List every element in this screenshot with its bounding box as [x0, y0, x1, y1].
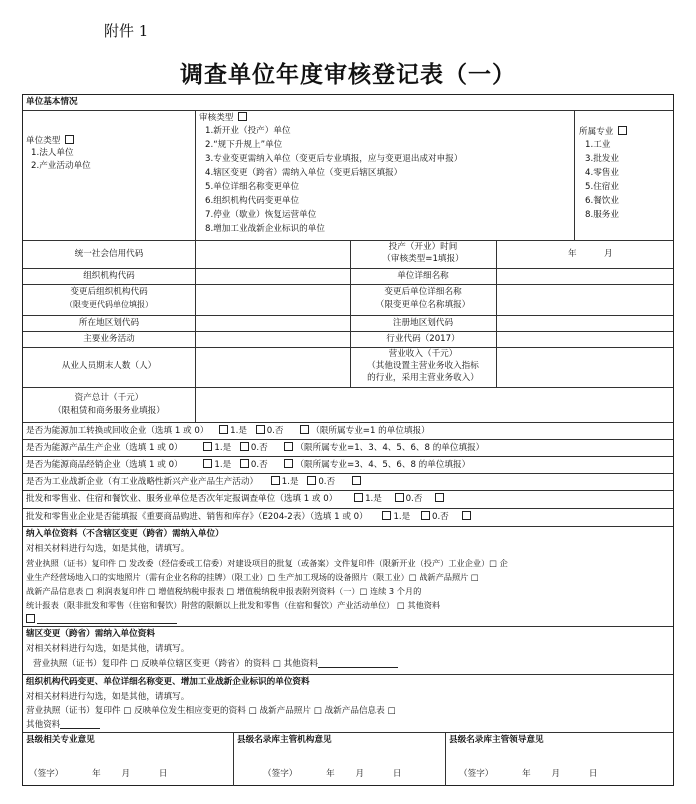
- yes-label: 1.是: [214, 443, 232, 453]
- no-label: 0.否: [431, 512, 449, 522]
- unit-type-label: 单位类型: [26, 136, 61, 146]
- yesno-row: [26, 425, 430, 437]
- specialty-option: 3.批发业: [585, 154, 619, 164]
- yesno-row: [26, 476, 363, 488]
- specialty-label: 所属专业: [579, 127, 614, 137]
- no-checkbox[interactable]: [307, 476, 316, 485]
- credit-code-label: 统一社会信用代码: [74, 249, 144, 259]
- materials-line-text: 营业执照（证书）复印件 □ 反映单位辖区变更（跨省）的资料 □ 其他资料: [33, 659, 318, 669]
- yesno-row: [26, 511, 473, 523]
- yesno-question: 批发和零售业企业是否能填报《重要商品购进、销售和库存》（E204-2表）（选填 1 或 0）: [26, 512, 368, 522]
- open-month-label: 月: [604, 249, 613, 259]
- materials-line[interactable]: 营业执照（证书）复印件 □ 反映单位发生相应变更的资料 □ 战新产品照片 □ 战新产品信息表 □: [26, 706, 396, 716]
- no-label: 0.否: [318, 477, 336, 487]
- changed-org-code-label: 变更后组织机构代码: [70, 287, 148, 297]
- audit-type-option: 3.专业变更需纳入单位（变更后专业填报，应与变更退出成对申报）: [205, 154, 463, 164]
- changed-name-label: 变更后单位详细名称: [384, 287, 462, 297]
- sign-label: （签字）: [29, 769, 64, 779]
- yesno-row: [26, 493, 446, 505]
- blank-checkbox[interactable]: [435, 493, 444, 502]
- unit-type-option: 1.法人单位: [31, 148, 74, 158]
- blank-checkbox[interactable]: [352, 476, 361, 485]
- yesno-question: 是否为能源商品经销企业（选填 1 或 0）: [26, 460, 183, 470]
- unit-type-field: [26, 135, 76, 147]
- industry-code-label: 行业代码（2017）: [386, 334, 460, 344]
- unit-name-label: 单位详细名称: [397, 271, 449, 281]
- audit-type-option: 1.新开业（投产）单位: [205, 126, 291, 136]
- day-label: 日: [588, 769, 598, 779]
- yes-checkbox[interactable]: [382, 511, 391, 520]
- opinion-sign-line: [263, 769, 401, 780]
- yes-checkbox[interactable]: [354, 493, 363, 502]
- sign-label: （签字）: [459, 769, 494, 779]
- open-time-note: （审核类型=1填报）: [382, 254, 464, 264]
- yes-label: 1.是: [365, 494, 382, 504]
- day-label: 日: [392, 769, 402, 779]
- open-year-label: 年: [568, 249, 577, 259]
- blank-checkbox[interactable]: [300, 425, 309, 434]
- unit-type-option: 2.产业活动单位: [31, 161, 91, 171]
- yesno-note: （限所属专业=1 的单位填报）: [311, 426, 430, 436]
- assets-label: 资产总计（千元）: [74, 393, 144, 403]
- org-code-label: 组织机构代码: [83, 271, 135, 281]
- materials-line[interactable]: [33, 658, 398, 670]
- year-label: 年: [92, 769, 101, 779]
- audit-type-option: 7.停业（歇业）恢复运营单位: [205, 210, 317, 220]
- yes-label: 1.是: [230, 426, 247, 436]
- no-label: 0.否: [405, 494, 423, 504]
- day-label: 日: [158, 769, 168, 779]
- revenue-note: 的行业，采用主营业务收入）: [367, 373, 479, 383]
- materials-line[interactable]: 营业执照（证书）复印件 □ 发改委（经信委或工信委）对建设项目的批复（或备案）文件复印件（限新开业（投产）工业企业）□ 企: [26, 558, 508, 568]
- specialty-checkbox[interactable]: [618, 126, 627, 135]
- changed-org-code-note: （限变更代码单位填报）: [65, 300, 153, 309]
- yes-label: 1.是: [214, 460, 232, 470]
- audit-type-field: [199, 112, 249, 124]
- no-label: 0.否: [250, 443, 268, 453]
- revenue-note: （其他设置主营业务收入指标: [367, 361, 479, 371]
- specialty-field: [579, 126, 629, 138]
- materials-heading: 组织机构代码变更、单位详细名称变更、增加工业战新企业标识的单位资料: [26, 677, 310, 687]
- no-label: 0.否: [266, 426, 284, 436]
- no-checkbox[interactable]: [240, 459, 249, 468]
- materials-intro: 对相关材料进行勾选，如是其他，请填写。: [26, 692, 190, 702]
- month-label: 月: [355, 769, 365, 779]
- year-label: 年: [326, 769, 335, 779]
- yesno-row: [26, 459, 470, 471]
- yes-label: 1.是: [281, 477, 299, 487]
- yesno-question: 是否为能源加工转换或回收企业（选填 1 或 0）: [26, 426, 209, 436]
- section-basic-heading: 单位基本情况: [26, 97, 78, 107]
- materials-heading: 纳入单位资料（不含辖区变更（跨省）需纳入单位）: [26, 529, 224, 539]
- specialty-option: 1.工业: [585, 140, 611, 150]
- yesno-question: 是否为能源产品生产企业（选填 1 或 0）: [26, 443, 183, 453]
- other-input[interactable]: [60, 719, 100, 729]
- no-checkbox[interactable]: [395, 493, 404, 502]
- opinion-sign-line: [29, 769, 167, 780]
- materials-other: [26, 614, 177, 626]
- month-label: 月: [121, 769, 131, 779]
- materials-intro: 对相关材料进行勾选，如是其他，请填写。: [26, 644, 190, 654]
- no-checkbox[interactable]: [421, 511, 430, 520]
- materials-line[interactable]: 业生产经营场地入口的实地照片（需有企业名称的挂牌）（限工业）□ 生产加工现场的设备照片（限工业）□ 战新产品照片 □: [26, 572, 479, 582]
- materials-intro: 对相关材料进行勾选，如是其他，请填写。: [26, 544, 190, 554]
- yes-checkbox[interactable]: [271, 476, 280, 485]
- page-title: 调查单位年度审核登记表（一）: [180, 62, 516, 88]
- changed-name-note: （限变更单位名称填报）: [375, 300, 471, 310]
- materials-line[interactable]: 战新产品信息表 □ 利润表复印件 □ 增值税纳税申报表 □ 增值税纳税申报表附列资料（一）□ 连续 3 个月的: [26, 586, 422, 596]
- audit-type-option: 5.单位详细名称变更单位: [205, 182, 300, 192]
- other-input[interactable]: [37, 614, 177, 624]
- audit-type-option: 6.组织机构代码变更单位: [205, 196, 300, 206]
- no-label: 0.否: [250, 460, 268, 470]
- specialty-option: 8.服务业: [585, 210, 619, 220]
- no-checkbox[interactable]: [240, 442, 249, 451]
- specialty-option: 6.餐饮业: [585, 196, 619, 206]
- audit-type-option: 4.辖区变更（跨省）需纳入单位（变更后辖区填报）: [205, 168, 403, 178]
- unit-type-checkbox[interactable]: [65, 135, 74, 144]
- open-time-label: 投产（开业）时间: [388, 242, 458, 252]
- year-label: 年: [522, 769, 531, 779]
- materials-heading: 辖区变更（跨省）需纳入单位资料: [26, 629, 155, 639]
- yes-checkbox[interactable]: [203, 442, 212, 451]
- blank-checkbox[interactable]: [284, 442, 293, 451]
- other-label: 其他资料: [26, 720, 61, 730]
- month-label: 月: [551, 769, 561, 779]
- registration-form: [22, 94, 674, 786]
- yesno-question: 是否为工业战新企业（有工业战略性新兴产业产品生产活动）: [26, 477, 259, 487]
- employees-label: 从业人员期末人数（人）: [61, 361, 157, 371]
- specialty-option: 4.零售业: [585, 168, 619, 178]
- reg-region-code-label: 注册地区划代码: [392, 318, 454, 328]
- assets-note: （限租赁和商务服务业填报）: [53, 406, 165, 416]
- opinion-title: 县级名录库主管机构意见: [237, 735, 332, 745]
- audit-type-option: 8.增加工业战新企业标识的单位: [205, 224, 325, 234]
- blank-checkbox[interactable]: [284, 459, 293, 468]
- attachment-label: 附件 1: [104, 22, 149, 40]
- audit-type-option: 2.“规下升规上”单位: [205, 140, 283, 150]
- main-activity-label: 主要业务活动: [83, 334, 135, 344]
- revenue-label: 营业收入（千元）: [388, 349, 458, 359]
- audit-type-label: 审核类型: [199, 113, 234, 123]
- yesno-question: 批发和零售业、住宿和餐饮业、服务业单位是否次年定报调查单位（选填 1 或 0）: [26, 494, 338, 504]
- yes-checkbox[interactable]: [203, 459, 212, 468]
- specialty-option: 5.住宿业: [585, 182, 619, 192]
- other-input[interactable]: [318, 658, 398, 668]
- blank-checkbox[interactable]: [462, 511, 471, 520]
- yesno-note: （限所属专业=1、3、4、5、6、8 的单位填报）: [295, 443, 485, 453]
- audit-type-checkbox[interactable]: [238, 112, 247, 121]
- no-checkbox[interactable]: [256, 425, 265, 434]
- yesno-row: [26, 442, 484, 454]
- yesno-note: （限所属专业=3、4、5、6、8 的单位填报）: [295, 460, 471, 470]
- sign-label: （签字）: [263, 769, 298, 779]
- yes-label: 1.是: [393, 512, 411, 522]
- other-checkbox[interactable]: [26, 614, 35, 623]
- materials-other: [26, 719, 100, 731]
- opinion-title: 县级名录库主管领导意见: [449, 735, 544, 745]
- region-code-label: 所在地区划代码: [78, 318, 140, 328]
- yes-checkbox[interactable]: [219, 425, 228, 434]
- materials-line[interactable]: 统计报表（限非批发和零售（住宿和餐饮）附营的限额以上批发和零售（住宿和餐饮）产业活动单位） □ 其他资料: [26, 600, 441, 610]
- opinion-title: 县级相关专业意见: [26, 735, 95, 745]
- opinion-sign-line: [459, 769, 597, 780]
